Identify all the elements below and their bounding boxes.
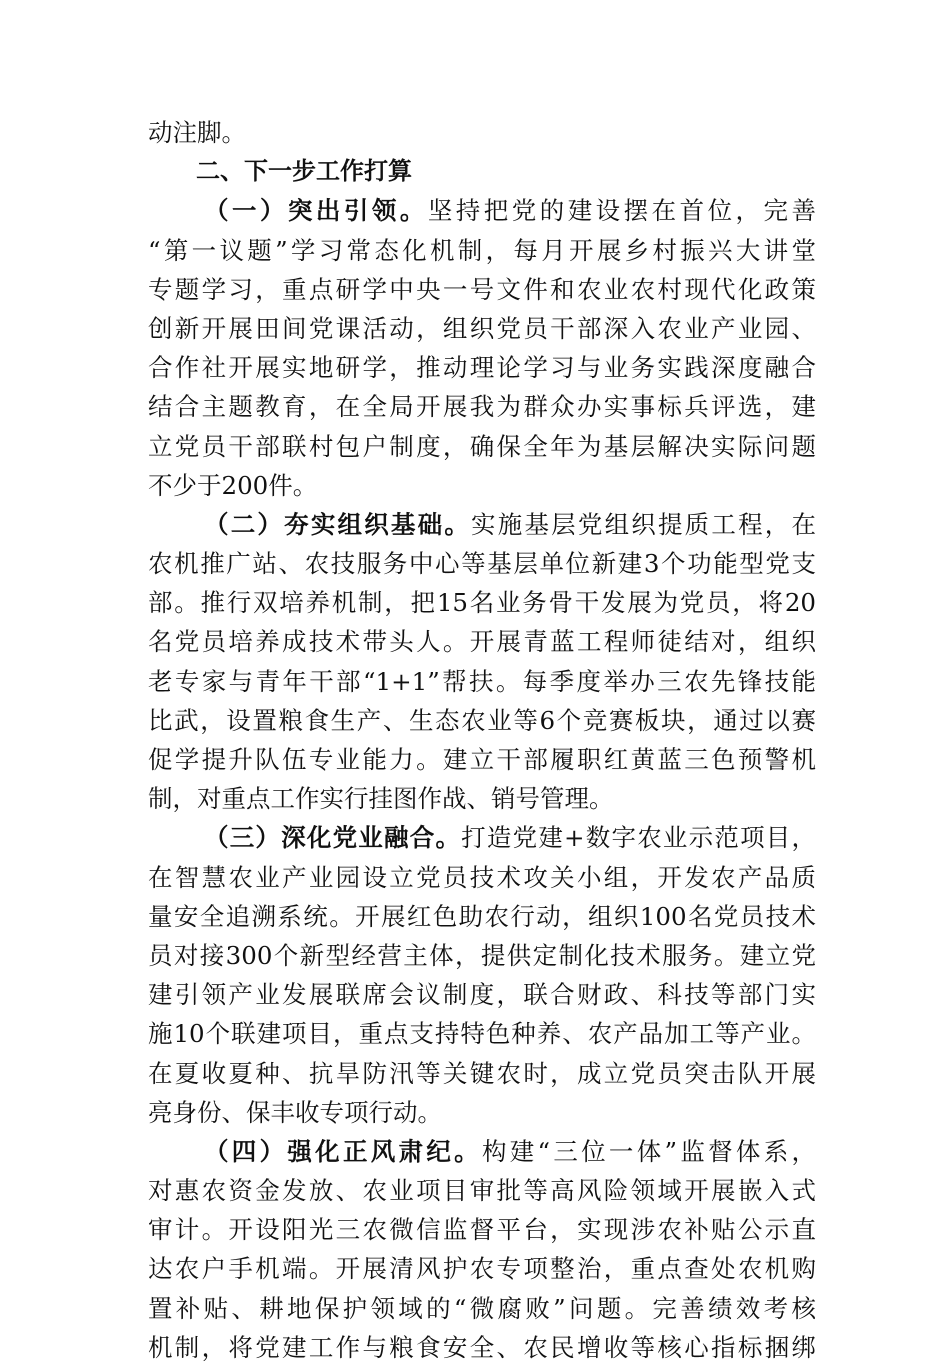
paragraph-3-line: 施10个联建项目，重点支持特色种养、农产品加工等产业。 (148, 1019, 816, 1049)
paragraph-2-line: 比武，设置粮食生产、生态农业等6个竞赛板块，通过以赛 (148, 705, 816, 735)
paragraph-2-line: 促学提升队伍专业能力。建立干部履职红黄蓝三色预警机 (148, 745, 816, 774)
paragraph-4-line: 达农户手机端。开展清风护农专项整治，重点查处农机购 (148, 1254, 816, 1284)
paragraph-3-last-line: 亮身份、保丰收专项行动。 (148, 1097, 442, 1127)
paragraph-2-line: 部。推行双培养机制，把15名业务骨干发展为党员，将20 (148, 588, 816, 618)
paragraph-3-first-line (148, 818, 816, 857)
paragraph-3-line: 在智慧农业产业园设立党员技术攻关小组，开发农产品质 (148, 862, 816, 892)
paragraph-1-line: 合作社开展实地研学，推动理论学习与业务实践深度融合 (148, 353, 816, 383)
paragraph-4-line: 审计。开设阳光三农微信监督平台，实现涉农补贴公示直 (148, 1215, 816, 1245)
paragraph-2-first-line (148, 505, 816, 544)
paragraph-1-line: 创新开展田间党课活动，组织党员干部深入农业产业园、 (148, 313, 816, 343)
continuation-line: 动注脚。 (148, 118, 246, 147)
paragraph-4-line: 置补贴、耕地保护领域的“微腐败”问题。完善绩效考核 (148, 1293, 816, 1323)
paragraph-1-lead: （一）突出引领。 (204, 196, 428, 226)
paragraph-2-line: 老专家与青年干部“1+1”帮扶。每季度举办三农先锋技能 (148, 666, 816, 696)
section-heading: 二、下一步工作打算 (196, 157, 412, 186)
paragraph-3-line: 建引领产业发展联席会议制度，联合财政、科技等部门实 (148, 980, 816, 1010)
paragraph-3-line: 在夏收夏种、抗旱防汛等关键农时，成立党员突击队开展 (148, 1058, 816, 1088)
paragraph-1-first-line (148, 191, 816, 230)
paragraph-2-last-line: 制，对重点工作实行挂图作战、销号管理。 (148, 784, 614, 814)
paragraph-3-line: 员对接300个新型经营主体，提供定制化技术服务。建立党 (148, 940, 816, 970)
paragraph-4-line: 对惠农资金发放、农业项目审批等高风险领域开展嵌入式 (148, 1176, 816, 1206)
paragraph-1-line: 结合主题教育，在全局开展我为群众办实事标兵评选，建 (148, 392, 816, 422)
paragraph-3-lead: （三）深化党业融合。 (204, 823, 462, 853)
paragraph-1-line: “第一议题”学习常态化机制，每月开展乡村振兴大讲堂 (148, 235, 816, 265)
paragraph-4-first-line-text: 构建“三位一体”监督体系， (481, 1136, 816, 1166)
paragraph-4-lead: （四）强化正风肃纪。 (204, 1136, 482, 1166)
paragraph-1-first-line-text: 坚持把党的建设摆在首位，完善 (427, 196, 817, 226)
document-body (148, 113, 816, 1367)
paragraph-3-first-line-text: 打造党建+数字农业示范项目， (461, 823, 817, 853)
paragraph-2-lead: （二）夯实组织基础。 (204, 509, 472, 539)
paragraph-1-line: 专题学习，重点研学中央一号文件和农业农村现代化政策 (148, 274, 816, 304)
paragraph-4-line: 机制，将党建工作与粮食安全、农民增收等核心指标捆绑 (148, 1332, 816, 1362)
paragraph-4-first-line (148, 1132, 816, 1171)
paragraph-2-first-line-text: 实施基层党组织提质工程，在 (471, 509, 817, 539)
paragraph-2-line: 农机推广站、农技服务中心等基层单位新建3个功能型党支 (148, 549, 816, 579)
paragraph-3-line: 量安全追溯系统。开展红色助农行动，组织100名党员技术 (148, 901, 816, 931)
paragraph-2-line: 名党员培养成技术带头人。开展青蓝工程师徒结对，组织 (148, 627, 816, 657)
paragraph-1-last-line: 不少于200件。 (148, 470, 318, 500)
paragraph-1-line: 立党员干部联村包户制度，确保全年为基层解决实际问题 (148, 431, 816, 461)
